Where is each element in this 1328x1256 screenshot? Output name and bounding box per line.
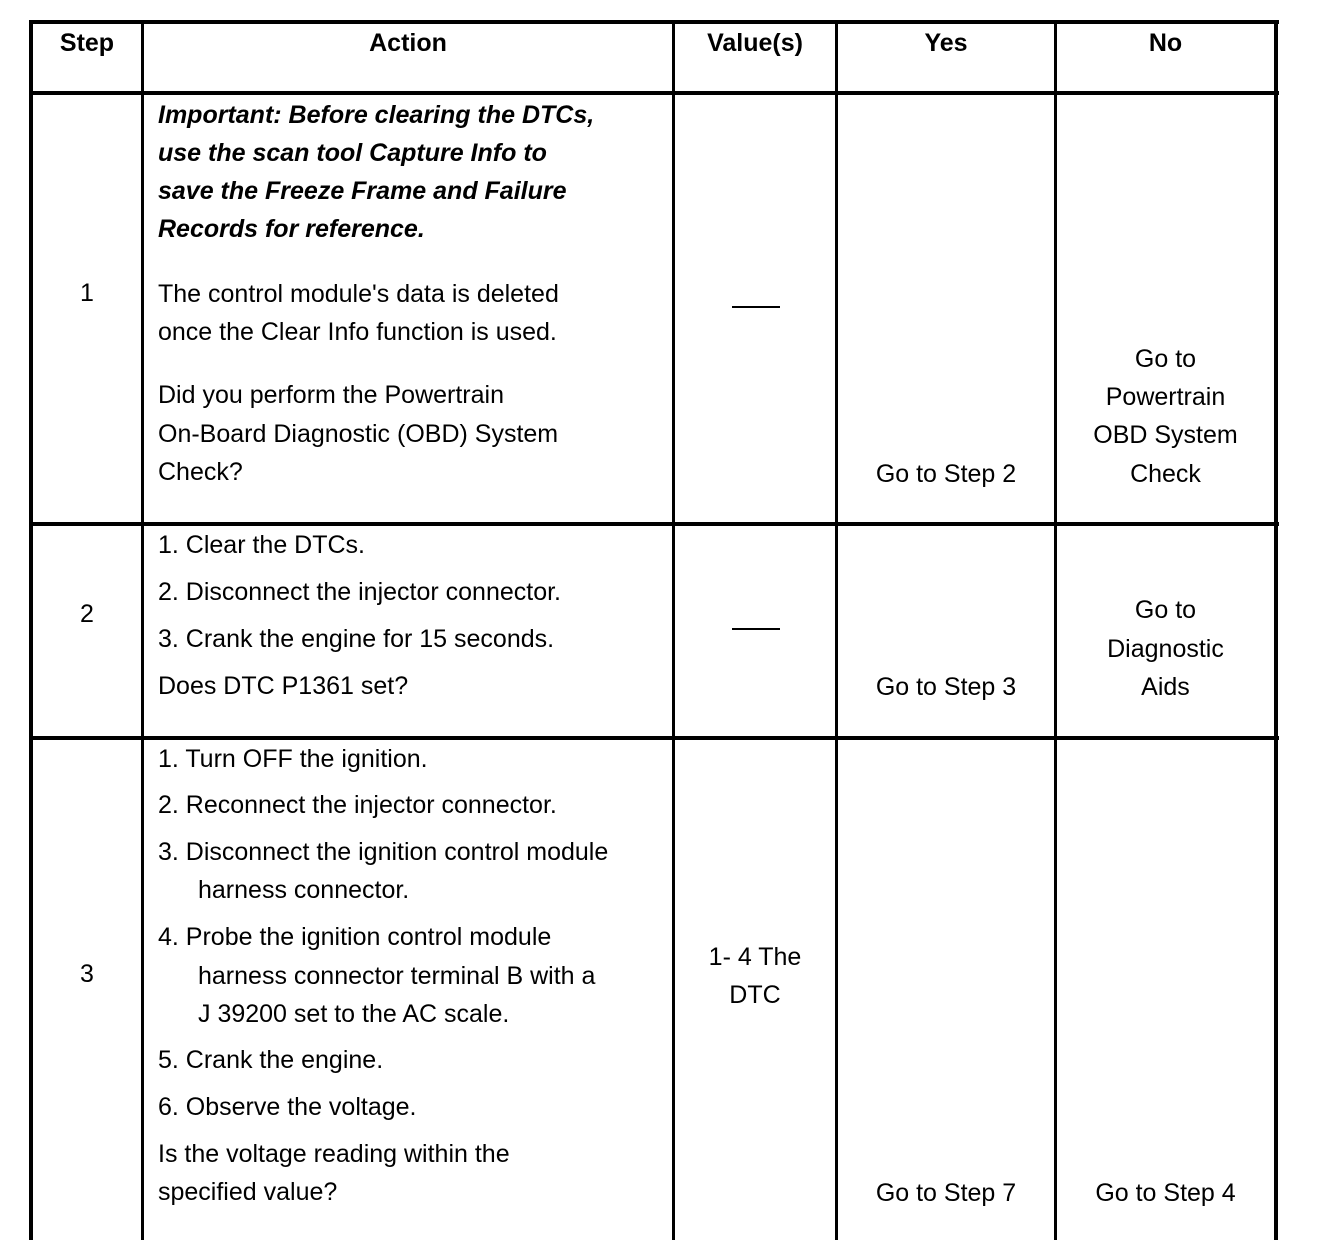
action-line: 3. Crank the engine for 15 seconds.	[158, 625, 555, 653]
important-note-line: save the Freeze Frame and Failure	[158, 177, 567, 205]
table-border-left	[29, 20, 33, 1240]
value-dash	[732, 306, 780, 308]
value-text: 1- 4 The	[708, 943, 802, 971]
action-line: 5. Crank the engine.	[158, 1046, 384, 1074]
question-line: Check?	[158, 458, 243, 486]
no-link-obd-check[interactable]: Check	[1130, 460, 1201, 488]
action-line: J 39200 set to the AC scale.	[198, 1000, 510, 1028]
header-values: Value(s)	[707, 29, 803, 57]
no-link-obd-check[interactable]: OBD System	[1093, 421, 1238, 449]
value-text: DTC	[729, 981, 781, 1009]
yes-link-step-2[interactable]: Go to Step 2	[875, 460, 1017, 488]
no-link-diagnostic-aids[interactable]: Go to	[1134, 596, 1197, 624]
no-link-obd-check[interactable]: Powertrain	[1105, 383, 1226, 411]
step-3: 3	[80, 960, 94, 988]
important-note-line: use the scan tool Capture Info to	[158, 139, 547, 167]
question-line: Does DTC P1361 set?	[158, 672, 409, 700]
question-line: On-Board Diagnostic (OBD) System	[158, 420, 559, 448]
no-link-step-4[interactable]: Go to Step 4	[1095, 1179, 1236, 1207]
action-line: 2. Disconnect the injector connector.	[158, 578, 562, 606]
important-note-line: Important: Before clearing the DTCs,	[158, 101, 595, 129]
question-line: Is the voltage reading within the	[158, 1140, 510, 1168]
value-dash	[732, 628, 780, 630]
header-no: No	[1148, 29, 1183, 57]
header-action: Action	[369, 29, 447, 57]
action-line: 2. Reconnect the injector connector.	[158, 791, 557, 819]
important-note-line: Records for reference.	[158, 215, 425, 243]
step-2: 2	[80, 600, 94, 628]
action-line: 4. Probe the ignition control module	[158, 923, 552, 951]
header-divider	[29, 91, 1279, 95]
table-border-right	[1274, 20, 1278, 1240]
step-1: 1	[80, 279, 94, 307]
header-step: Step	[59, 29, 115, 57]
question-line: specified value?	[158, 1178, 338, 1206]
col-divider-step	[141, 20, 144, 1240]
action-line: harness connector.	[198, 876, 410, 904]
action-line: harness connector terminal B with a	[198, 962, 596, 990]
action-line: 6. Observe the voltage.	[158, 1093, 417, 1121]
col-divider-action	[672, 20, 675, 1240]
table-border-top	[29, 20, 1279, 24]
no-link-diagnostic-aids[interactable]: Aids	[1141, 673, 1190, 701]
action-line: 1. Turn OFF the ignition.	[158, 745, 428, 773]
yes-link-step-7[interactable]: Go to Step 7	[875, 1179, 1017, 1207]
col-divider-values	[835, 20, 838, 1240]
header-yes: Yes	[924, 29, 968, 57]
module-note-line: once the Clear Info function is used.	[158, 318, 557, 346]
action-line: 1. Clear the DTCs.	[158, 531, 366, 559]
action-line: 3. Disconnect the ignition control module	[158, 838, 609, 866]
yes-link-step-3[interactable]: Go to Step 3	[875, 673, 1017, 701]
module-note-line: The control module's data is deleted	[158, 280, 559, 308]
no-link-obd-check[interactable]: Go to	[1134, 345, 1197, 373]
question-line: Did you perform the Powertrain	[158, 381, 504, 409]
no-link-diagnostic-aids[interactable]: Diagnostic	[1107, 635, 1224, 663]
